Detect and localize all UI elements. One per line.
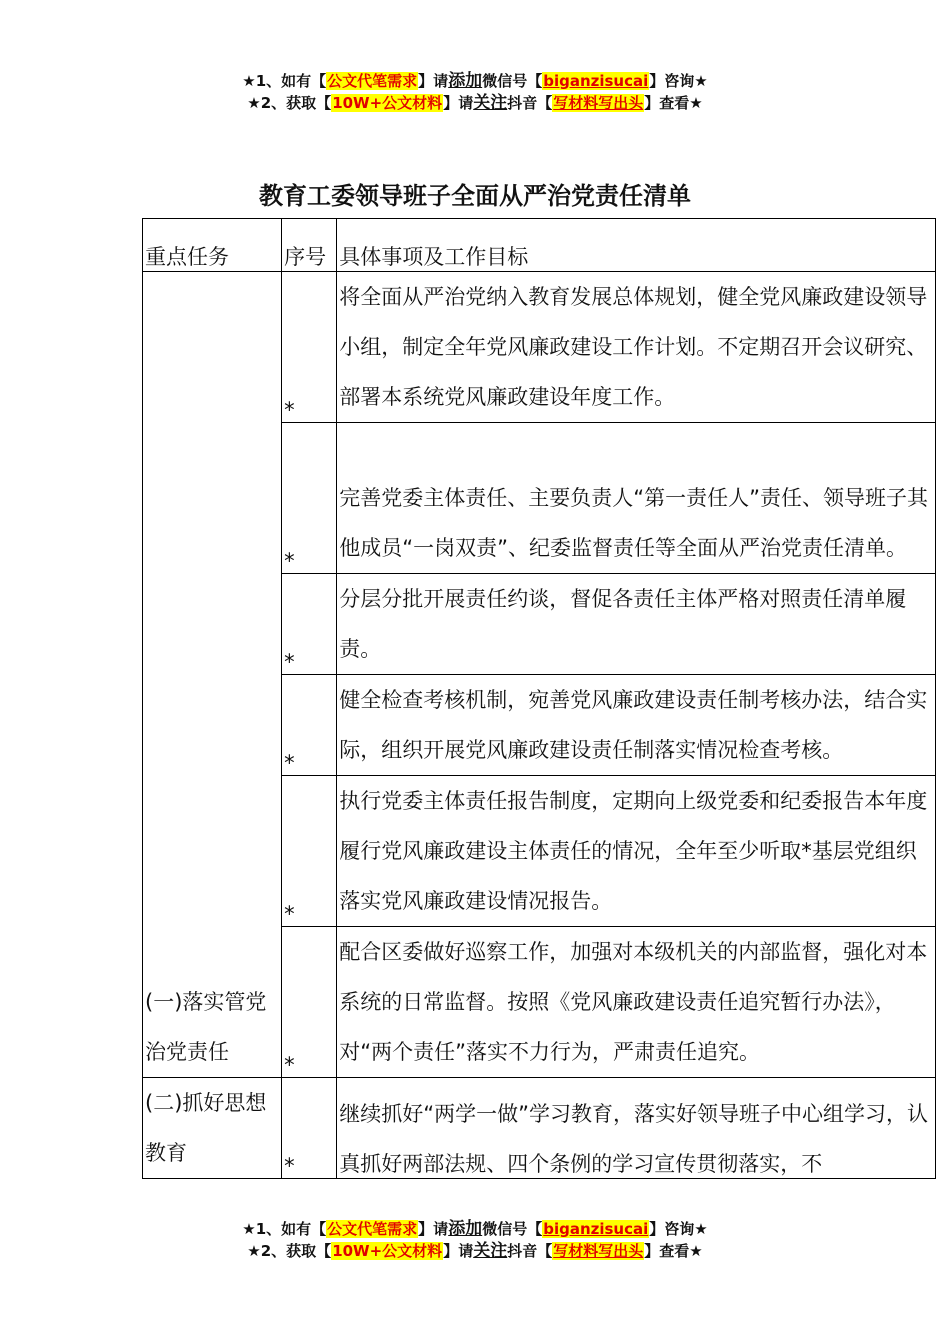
header-seq: 序号 <box>282 219 337 272</box>
table-header-row <box>143 219 936 272</box>
banner-text: 抖音【 <box>507 1242 553 1260</box>
document-title: 教育工委领导班子全面从严治党责任清单 <box>259 182 691 210</box>
banner-highlight: 公文代笔需求 <box>327 72 418 90</box>
banner-highlight: 公文代笔需求 <box>327 1220 418 1238</box>
seq-cell: * <box>282 927 337 1078</box>
banner-text: 微信号【 <box>482 1220 543 1238</box>
banner-line-2 <box>0 92 950 114</box>
seq-cell: * <box>282 574 337 675</box>
item-text: 将全面从严治党纳入教育发展总体规划，健全党风廉政建设领导小组，制定全年党风廉政建设工作计划。不定期召开会议研究、部署本系统党风廉政建设年度工作。 <box>337 272 936 423</box>
banner-text: ★2、获取【 <box>247 1242 332 1260</box>
banner-text: 】请 <box>443 1242 474 1260</box>
banner-highlight: 10W+公文材料 <box>332 1242 443 1260</box>
banner-text: ★1、如有【 <box>242 72 327 90</box>
item-text <box>337 1078 936 1179</box>
banner-highlight: 10W+公文材料 <box>332 94 443 112</box>
banner-wechat-id: biganzisucai <box>543 72 649 90</box>
banner-douyin-id: 写材料写出头 <box>553 1242 644 1260</box>
banner-text: 】咨询★ <box>649 72 708 90</box>
banner-text: 】咨询★ <box>649 1220 708 1238</box>
seq-cell: * <box>282 675 337 776</box>
task-cell-1: (一)落实管党治党责任 <box>143 272 282 1078</box>
responsibility-table <box>142 218 936 1179</box>
banner-underline: 添加 <box>448 1219 483 1239</box>
banner-underline: 添加 <box>448 71 483 91</box>
banner-douyin-id: 写材料写出头 <box>553 94 644 112</box>
banner-text: 】请 <box>418 1220 449 1238</box>
banner-text: 微信号【 <box>482 72 543 90</box>
item-text: 分层分批开展责任约谈，督促各责任主体严格对照责任清单履责。 <box>337 574 936 675</box>
banner-line-1 <box>0 70 950 92</box>
table-row <box>143 1078 936 1179</box>
item-text: 执行党委主体责任报告制度，定期向上级党委和纪委报告本年度履行党风廉政建设主体责任的情况，全年至少听取*基层党组织落实党风廉政建设情况报告。 <box>337 776 936 927</box>
banner-wechat-id: biganzisucai <box>543 1220 649 1238</box>
item-text: 配合区委做好巡察工作，加强对本级机关的内部监督，强化对本系统的日常监督。按照《党风廉政建设责任追究暂行办法》，对“两个责任”落实不力行为，严肃责任追究。 <box>337 927 936 1078</box>
banner-text: 抖音【 <box>507 94 553 112</box>
header-items: 具体事项及工作目标 <box>337 219 936 272</box>
seq-cell: * <box>282 1078 337 1179</box>
banner-text: 】查看★ <box>644 1242 703 1260</box>
header-key-task: 重点任务 <box>143 219 282 272</box>
bottom-banner <box>0 1218 950 1262</box>
banner-text: ★1、如有【 <box>242 1220 327 1238</box>
banner-underline: 关注 <box>473 93 508 113</box>
banner-text: 】请 <box>418 72 449 90</box>
seq-cell: * <box>282 272 337 423</box>
banner-text: 】查看★ <box>644 94 703 112</box>
item-text: 健全检查考核机制，宛善党风廉政建设责任制考核办法，结合实际，组织开展党风廉政建设责任制落实情况检查考核。 <box>337 675 936 776</box>
seq-cell: * <box>282 776 337 927</box>
table-row <box>143 272 936 423</box>
top-banner <box>0 70 950 114</box>
seq-cell: * <box>282 423 337 574</box>
banner-line-1 <box>0 1218 950 1240</box>
banner-text: ★2、获取【 <box>247 94 332 112</box>
banner-line-2 <box>0 1240 950 1262</box>
banner-text: 】请 <box>443 94 474 112</box>
item-text-clip: 继续抓好“两学一做”学习教育，落实好领导班子中心组学习，认真抓好两部法规、四个条例的学习宣传贯彻落实，不 <box>339 1102 928 1176</box>
item-text: 完善党委主体责任、主要负责人“第一责任人”责任、领导班子其他成员“一岗双责”、纪委监督责任等全面从严治党责任清单。 <box>337 423 936 574</box>
task-cell-2: (二)抓好思想教育 <box>143 1078 282 1179</box>
banner-underline: 关注 <box>473 1241 508 1261</box>
